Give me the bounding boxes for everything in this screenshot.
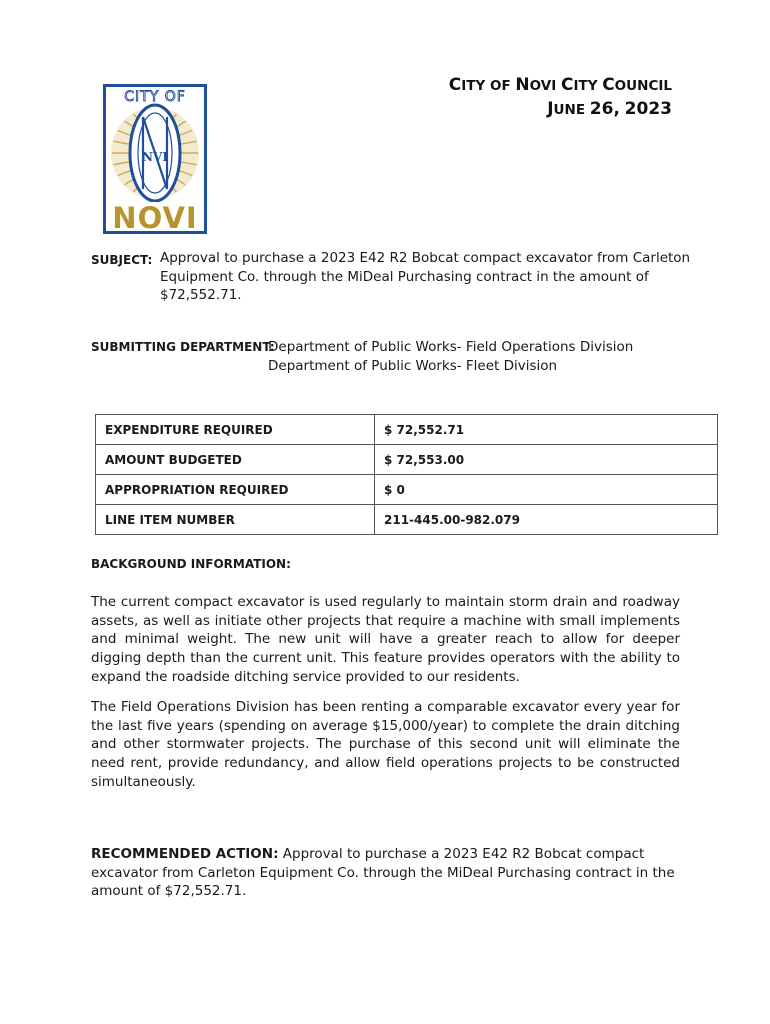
council-header [449,74,672,122]
recommended-action-label: RECOMMENDED ACTION: [91,846,279,862]
department-label: SUBMITTING DEPARTMENT: [91,340,275,354]
council-name: CITY OF NOVI CITY COUNCIL [448,75,672,95]
department-text [268,338,633,376]
table-row [96,445,718,475]
row-value: $ 0 [375,475,718,505]
background-paragraph: The current compact excavator is used regularly to maintain storm drain and roadway assets, as well as initiate other projects that require a machine with small implements and minimal weight. The new unit will have a greater reach to allow for deeper digging depth than the current unit. This feature provides operators with the ability to expand the roadside ditching service provided to our residents. [91,594,680,685]
table-row [96,475,718,505]
background-heading: BACKGROUND INFORMATION: [91,557,291,571]
financial-table [95,414,718,535]
logo-monogram: NVI [142,150,168,164]
city-of-novi-logo [103,84,207,234]
subject-label: SUBJECT: [91,253,153,267]
recommended-action [91,845,686,901]
logo-bottom-text: NOVI [112,201,198,234]
recommended-action-text: Approval to purchase a 2023 E42 R2 Bobcat compact excavator from Carleton Equipment Co. through the MiDeal Purchasing contract in the amount of $72,552.71. [91,846,675,900]
meeting-date: JUNE 26, 2023 [547,99,672,119]
background-paragraph: The Field Operations Division has been renting a comparable excavator every year for the last five years (spending on average $15,000/year) to complete the drain ditching and other stormwater projects. The purchase of this second unit will eliminate the need rent, provide redundancy, and allow field operations projects to be constructed simultaneously. [91,699,680,790]
row-label: EXPENDITURE REQUIRED [96,415,375,445]
table-row [96,505,718,535]
row-label: LINE ITEM NUMBER [96,505,375,535]
row-value: 211-445.00-982.079 [375,505,718,535]
row-value: $ 72,552.71 [375,415,718,445]
department-line: Department of Public Works- Field Operations Division [268,339,634,355]
row-label: AMOUNT BUDGETED [96,445,375,475]
table-row [96,415,718,445]
row-label: APPROPRIATION REQUIRED [96,475,375,505]
logo-top-text: CITY OF [124,89,186,105]
subject-text: Approval to purchase a 2023 E42 R2 Bobcat compact excavator from Carleton Equipment Co. through the MiDeal Purchasing contract in the amount of $72,552.71. [160,250,691,303]
row-value: $ 72,553.00 [375,445,718,475]
department-line: Department of Public Works- Fleet Division [268,358,558,374]
